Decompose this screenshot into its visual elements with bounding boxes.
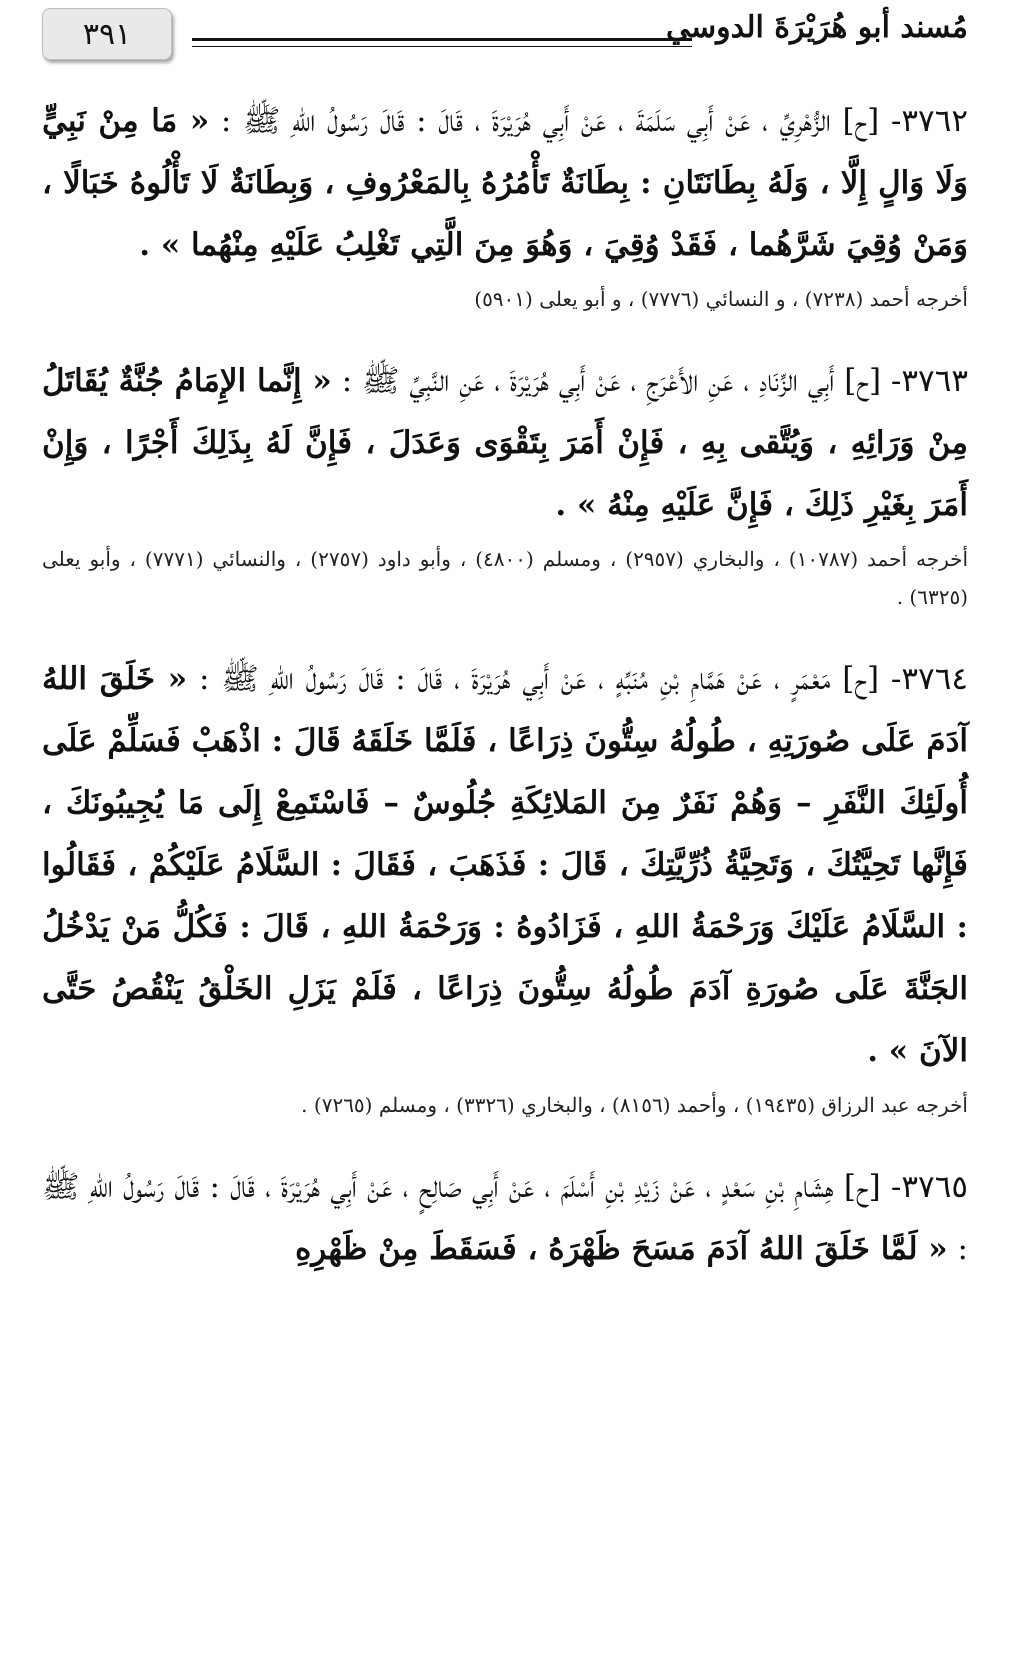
- hadith-isnad: ٣٧٦٥- [ح] هِشَامِ بْنِ سَعْدٍ ، عَنْ زَيْدِ بْنِ أَسْلَمَ ، عَنْ أَبِي صَالِحٍ ، عَنْ أَبِي هُرَيْرَةَ ، قَالَ : قَالَ رَسُولُ اللهِ ﷺ :: [42, 1169, 968, 1267]
- hadith-3765: [42, 1156, 968, 1280]
- header-rule: [192, 38, 692, 47]
- hadith-matn: « مَا مِنْ نَبِيٍّ وَلَا وَالٍ إِلَّا ، وَلَهُ بِطَانَتَانِ : بِطَانَةٌ تَأْمُرُهُ بِالمَعْرُوفِ ، وَبِطَانَةٌ لَا تَأْلُوهُ خَبَالًا ، وَمَنْ وُقِيَ شَرَّهُما ، فَقَدْ وُقِيَ ، وَهُوَ مِنَ الَّتِي تَغْلِبُ عَلَيْهِ مِنْهُما » .: [42, 103, 968, 263]
- hadith-isnad: ٣٧٦٣- [ح] أَبِي الزِّنَادِ ، عَنِ الأَعْرَجِ ، عَنْ أَبِي هُرَيْرَةَ ، عَنِ النَّبِيِّ ﷺ :: [331, 363, 969, 399]
- hadith-body: [42, 90, 968, 276]
- hadith-body: [42, 648, 968, 1082]
- page-number: ٣٩١: [42, 8, 172, 60]
- hadith-3762: [42, 90, 968, 318]
- hadith-body: [42, 1156, 968, 1280]
- hadith-takhrij: أخرجه عبد الرزاق (١٩٤٣٥) ، وأحمد (٨١٥٦) ، والبخاري (٣٣٢٦) ، ومسلم (٧٢٦٥) .: [301, 1093, 968, 1117]
- hadith-matn: « لَمَّا خَلَقَ اللهُ آدَمَ مَسَحَ ظَهْرَهُ ، فَسَقَطَ مِنْ ظَهْرِهِ: [295, 1231, 948, 1267]
- running-title: مُسند أبو هُرَيْرَةَ الدوسي: [666, 10, 968, 45]
- page-header: [0, 0, 1010, 80]
- hadith-3763: [42, 350, 968, 616]
- hadith-matn: « إِنَّما الإِمَامُ جُنَّةٌ يُقَاتَلُ مِنْ وَرَائِهِ ، وَيُتَّقى بِهِ ، فَإِنْ أَمَرَ بِتَقْوَى وَعَدَلَ ، فَإِنَّ لَهُ بِذَلِكَ أَجْرًا ، وَإِنْ أَمَرَ بِغَيْرِ ذَلِكَ ، فَإِنَّ عَلَيْهِ مِنْهُ » .: [42, 363, 968, 523]
- hadith-matn: « خَلَقَ اللهُ آدَمَ عَلَى صُورَتِهِ ، طُولُهُ سِتُّونَ ذِرَاعًا ، فَلَمَّا خَلَقَهُ قَالَ : اذْهَبْ فَسَلِّمْ عَلَى أُولَئِكَ النَّفَرِ – وَهُمْ نَفَرٌ مِنَ المَلائِكَةِ جُلُوسٌ – فَاسْتَمِعْ إِلَى مَا يُجِيبُونَكَ ، فَإِنَّها تَحِيَّتُكَ ، وَتَحِيَّةُ ذُرِّيَّتِكَ ، قَالَ : فَذَهَبَ ، فَقَالَ : السَّلَامُ عَلَيْكُمْ ، فَقَالُوا : السَّلَامُ عَلَيْكَ وَرَحْمَةُ اللهِ ، فَزَادُوهُ : وَرَحْمَةُ اللهِ ، قَالَ : فَكُلُّ مَنْ يَدْخُلُ الجَنَّةَ عَلَى صُورَةِ آدَمَ طُولُهُ سِتُّونَ ذِرَاعًا ، فَلَمْ يَزَلِ الخَلْقُ يَنْقُصُ حَتَّى الآنَ » .: [42, 661, 968, 1069]
- hadith-takhrij: أخرجه أحمد (٧٢٣٨) ، و النسائي (٧٧٧٦) ، و أبو يعلى (٥٩٠١): [474, 287, 968, 311]
- hadith-body: [42, 350, 968, 536]
- hadith-isnad: ٣٧٦٤- [ح] مَعْمَرٍ ، عَنْ هَمَّامِ بْنِ مُنَبِّهٍ ، عَنْ أَبِي هُرَيْرَةَ ، قَالَ : قَالَ رَسُولُ اللهِ ﷺ :: [187, 661, 968, 697]
- hadith-isnad: ٣٧٦٢- [ح] الزُّهْرِيِّ ، عَنْ أَبِي سَلَمَةَ ، عَنْ أَبِي هُرَيْرَةَ ، قَالَ : قَالَ رَسُولُ اللهِ ﷺ :: [209, 103, 968, 139]
- page-content: [42, 90, 968, 1312]
- hadith-takhrij: أخرجه أحمد (١٠٧٨٧) ، والبخاري (٢٩٥٧) ، ومسلم (٤٨٠٠) ، وأبو داود (٢٧٥٧) ، والنسائي (٧٧٧١) ، وأبو يعلى (٦٣٢٥) .: [42, 547, 969, 609]
- hadith-3764: [42, 648, 968, 1124]
